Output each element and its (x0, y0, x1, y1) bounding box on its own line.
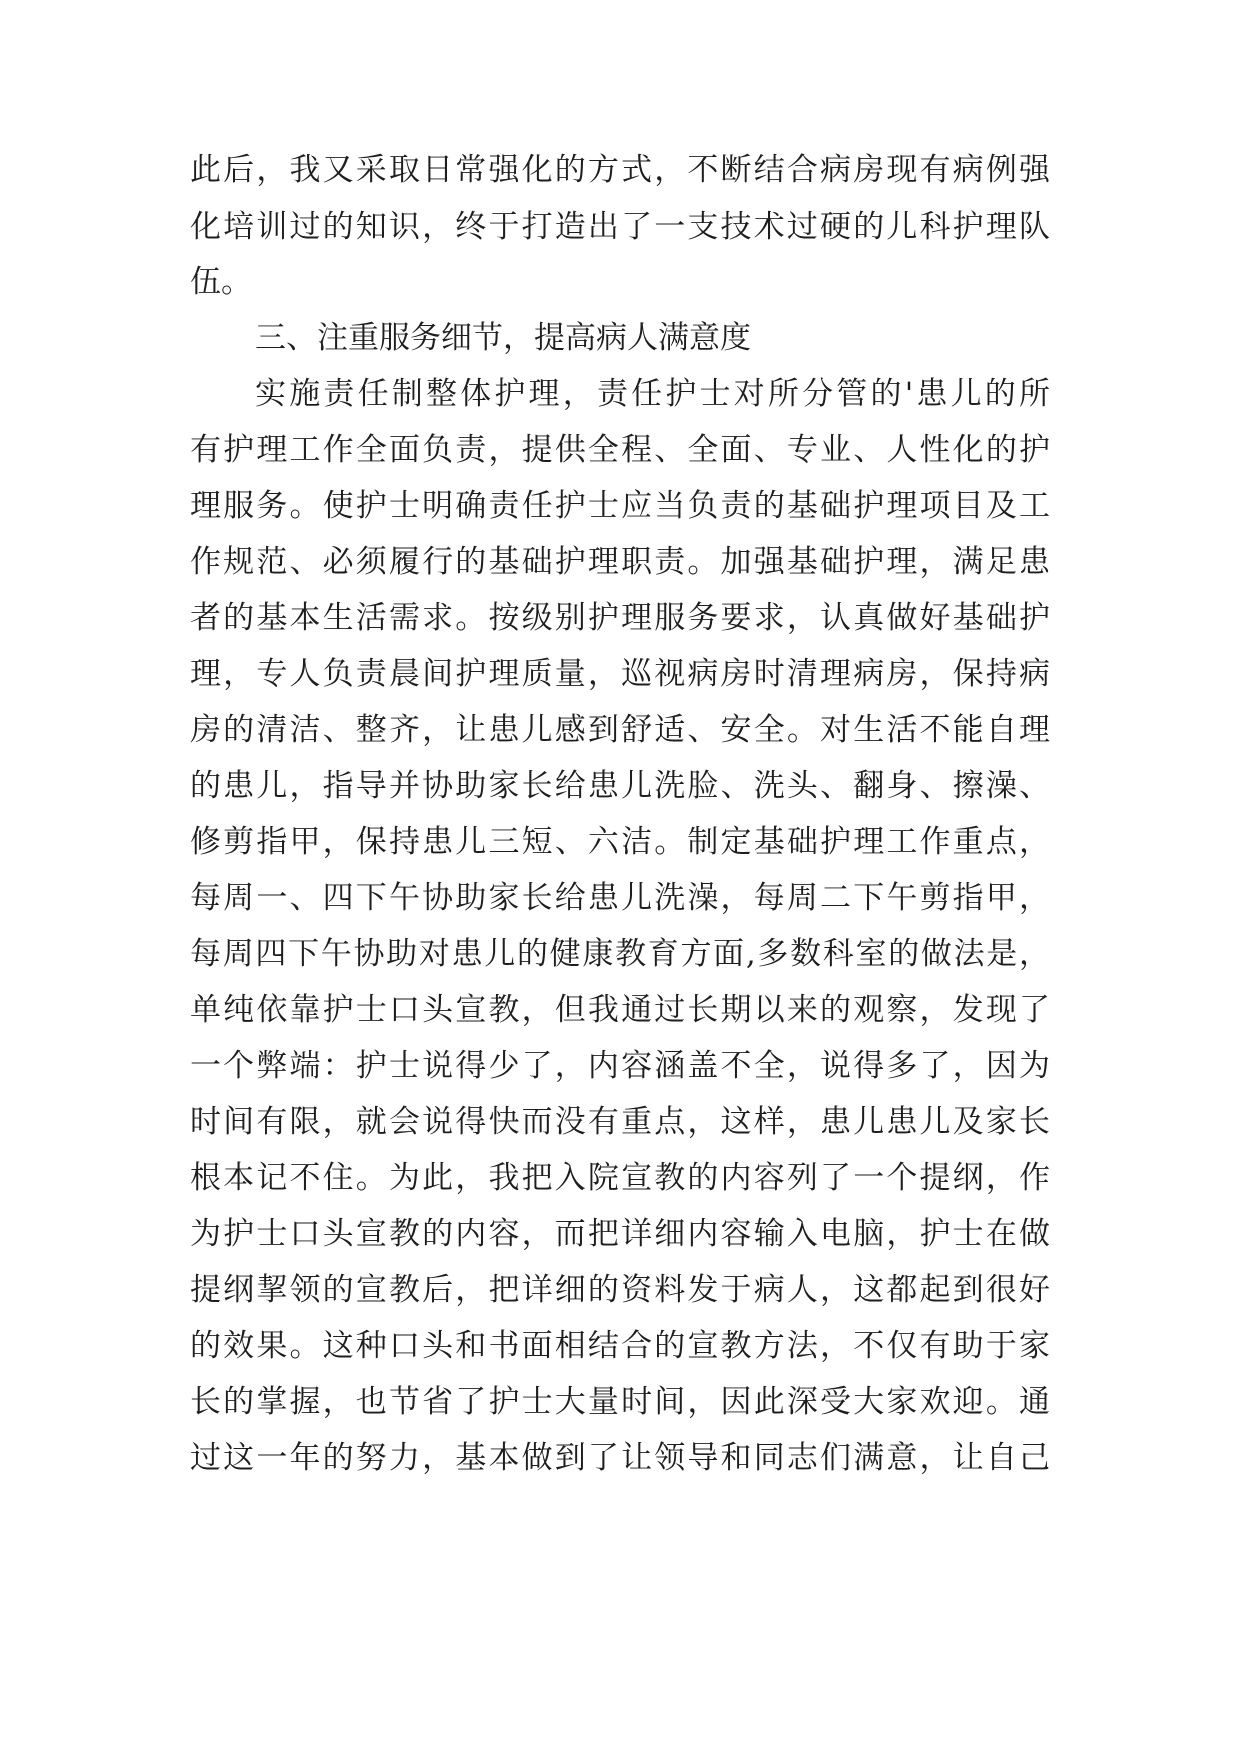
text-line: 时间有限，就会说得快而没有重点，这样，患儿患儿及家长 (190, 1104, 1050, 1140)
text-line: 长的掌握，也节省了护士大量时间，因此深受大家欢迎。通 (190, 1384, 1050, 1420)
text-line: 理，专人负责晨间护理质量，巡视病房时清理病房，保持病 (190, 656, 1050, 692)
text-line: 修剪指甲，保持患儿三短、六洁。制定基础护理工作重点， (190, 824, 1050, 860)
text-line: 此后，我又采取日常强化的方式，不断结合病房现有病例强 (190, 152, 1050, 188)
text-line: 者的基本生活需求。按级别护理服务要求，认真做好基础护 (190, 600, 1050, 636)
text-line: 化培训过的知识，终于打造出了一支技术过硬的儿科护理队 (190, 209, 1050, 245)
text-line: 提纲挈领的宣教后，把详细的资料发于病人，这都起到很好 (190, 1272, 1050, 1308)
text-line: 每周四下午协助对患儿的健康教育方面,多数科室的做法是， (190, 936, 1050, 972)
text-line: 的患儿，指导并协助家长给患儿洗脸、洗头、翻身、擦澡、 (190, 768, 1050, 804)
text-line: 实施责任制整体护理，责任护士对所分管的'患儿的所 (255, 376, 1050, 412)
section-heading: 三、注重服务细节，提高病人满意度 (255, 320, 751, 356)
text-line: 根本记不住。为此，我把入院宣教的内容列了一个提纲，作 (190, 1160, 1050, 1196)
text-line: 的效果。这种口头和书面相结合的宣教方法，不仅有助于家 (190, 1328, 1050, 1364)
text-line: 有护理工作全面负责，提供全程、全面、专业、人性化的护 (190, 432, 1050, 468)
text-line: 房的清洁、整齐，让患儿感到舒适、安全。对生活不能自理 (190, 712, 1050, 748)
text-line: 过这一年的努力，基本做到了让领导和同志们满意，让自己 (190, 1440, 1050, 1476)
text-line: 理服务。使护士明确责任护士应当负责的基础护理项目及工 (190, 488, 1050, 524)
text-line: 一个弊端：护士说得少了，内容涵盖不全，说得多了，因为 (190, 1048, 1050, 1084)
text-line: 单纯依靠护士口头宣教，但我通过长期以来的观察，发现了 (190, 992, 1050, 1028)
text-line: 作规范、必须履行的基础护理职责。加强基础护理，满足患 (190, 544, 1050, 580)
text-line: 每周一、四下午协助家长给患儿洗澡，每周二下午剪指甲， (190, 880, 1050, 916)
text-line: 伍。 (190, 264, 252, 300)
text-line: 为护士口头宣教的内容，而把详细内容输入电脑，护士在做 (190, 1216, 1050, 1252)
